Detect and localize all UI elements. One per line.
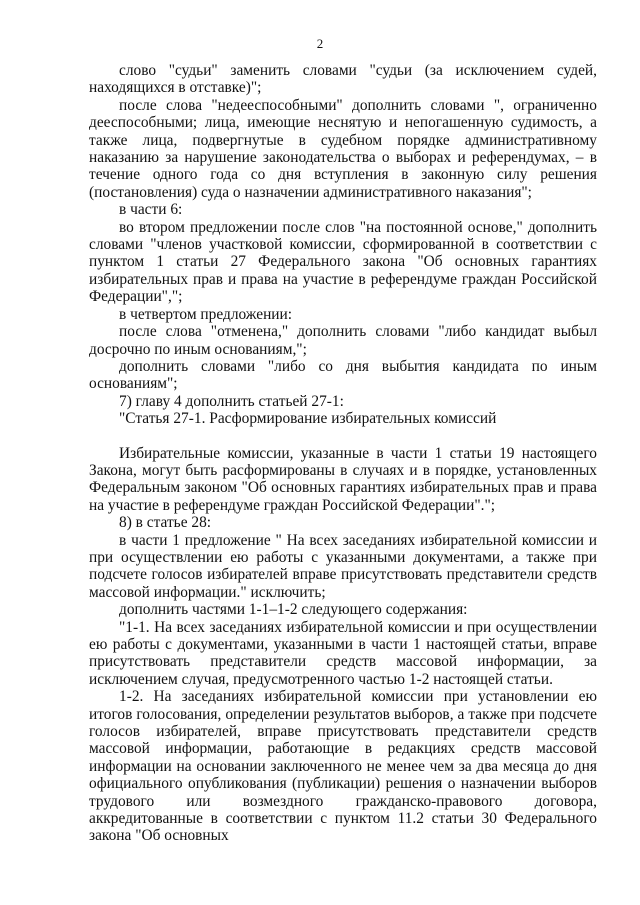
paragraph: дополнить частями 1-1–1-2 следующего содержания: <box>119 601 468 619</box>
paragraph: после слова "недееспособными" дополнить словами ", ограниченно дееспособными; лица, имеющие неснятую и непогашенную судимость, а также лица, подвергнутые в судебном порядке административному наказанию за нарушение законодательства о выборах и референдумах, – в течение одного года со дня вступления в законную силу решения (постановления) суда о назначении административного наказания"; <box>89 96 597 201</box>
page-number: 2 <box>316 36 324 51</box>
paragraph: в части 6: <box>119 201 183 219</box>
paragraph: дополнить словами "либо со дня выбытия кандидата по иным основаниям"; <box>89 357 597 393</box>
paragraph: в части 1 предложение " На всех заседаниях избирательной комиссии и при осуществлении ею работы с указанными документами, а также при подсчете голосов избирателей вправе присутствовать представители средств массовой информации." исключить; <box>89 531 597 601</box>
spacer <box>89 428 597 445</box>
paragraph: после слова "отменена," дополнить словами "либо кандидат выбыл досрочно по иным основаниям,"; <box>89 323 597 358</box>
paragraph: 7) главу 4 дополнить статьей 27-1: <box>119 392 344 410</box>
paragraph: в четвертом предложении: <box>119 305 293 323</box>
paragraph: Избирательные комиссии, указанные в части 1 статьи 19 настоящего Закона, могут быть расформированы в случаях и в порядке, установленных Федеральным законом "Об основных гарантиях избирательных прав и права на участие в референдуме граждан Российской Федерации"."; <box>89 444 597 514</box>
paragraph: 8) в статье 28: <box>119 514 212 532</box>
paragraph: во втором предложении после слов "на постоянной основе," дополнить словами "членов участковой комиссии, сформированной в соответствии с пунктом 1 статьи 27 Федерального закона "Об основных гарантиях избирательных прав и права на участие в референдуме граждан Российской Федерации","; <box>89 218 597 306</box>
document-body <box>89 62 597 845</box>
article-heading: "Статья 27-1. Расформирование избирательных комиссий <box>119 410 497 428</box>
paragraph: слово "судьи" заменить словами "судьи (за исключением судей, находящихся в отставке)"; <box>89 62 597 97</box>
paragraph: 1-2. На заседаниях избирательной комиссии при установлении ею итогов голосования, определении результатов выборов, а также при подсчете голосов избирателей, вправе присутствовать представители средств массовой информации, работающие в редакциях средств массовой информации на основании заключенного не менее чем за два месяца до дня официального опубликования (публикации) решения о назначении выборов трудового или возмездного гражданско-правового договора, аккредитованные в соответствии с пунктом 11.2 статьи 30 Федерального закона "Об основных <box>89 688 597 845</box>
paragraph: "1-1. На всех заседаниях избирательной комиссии и при осуществлении ею работы с документами, указанными в части 1 настоящей статьи, вправе присутствовать представители средств массовой информации, за исключением случая, предусмотренного частью 1-2 настоящей статьи. <box>89 618 597 688</box>
